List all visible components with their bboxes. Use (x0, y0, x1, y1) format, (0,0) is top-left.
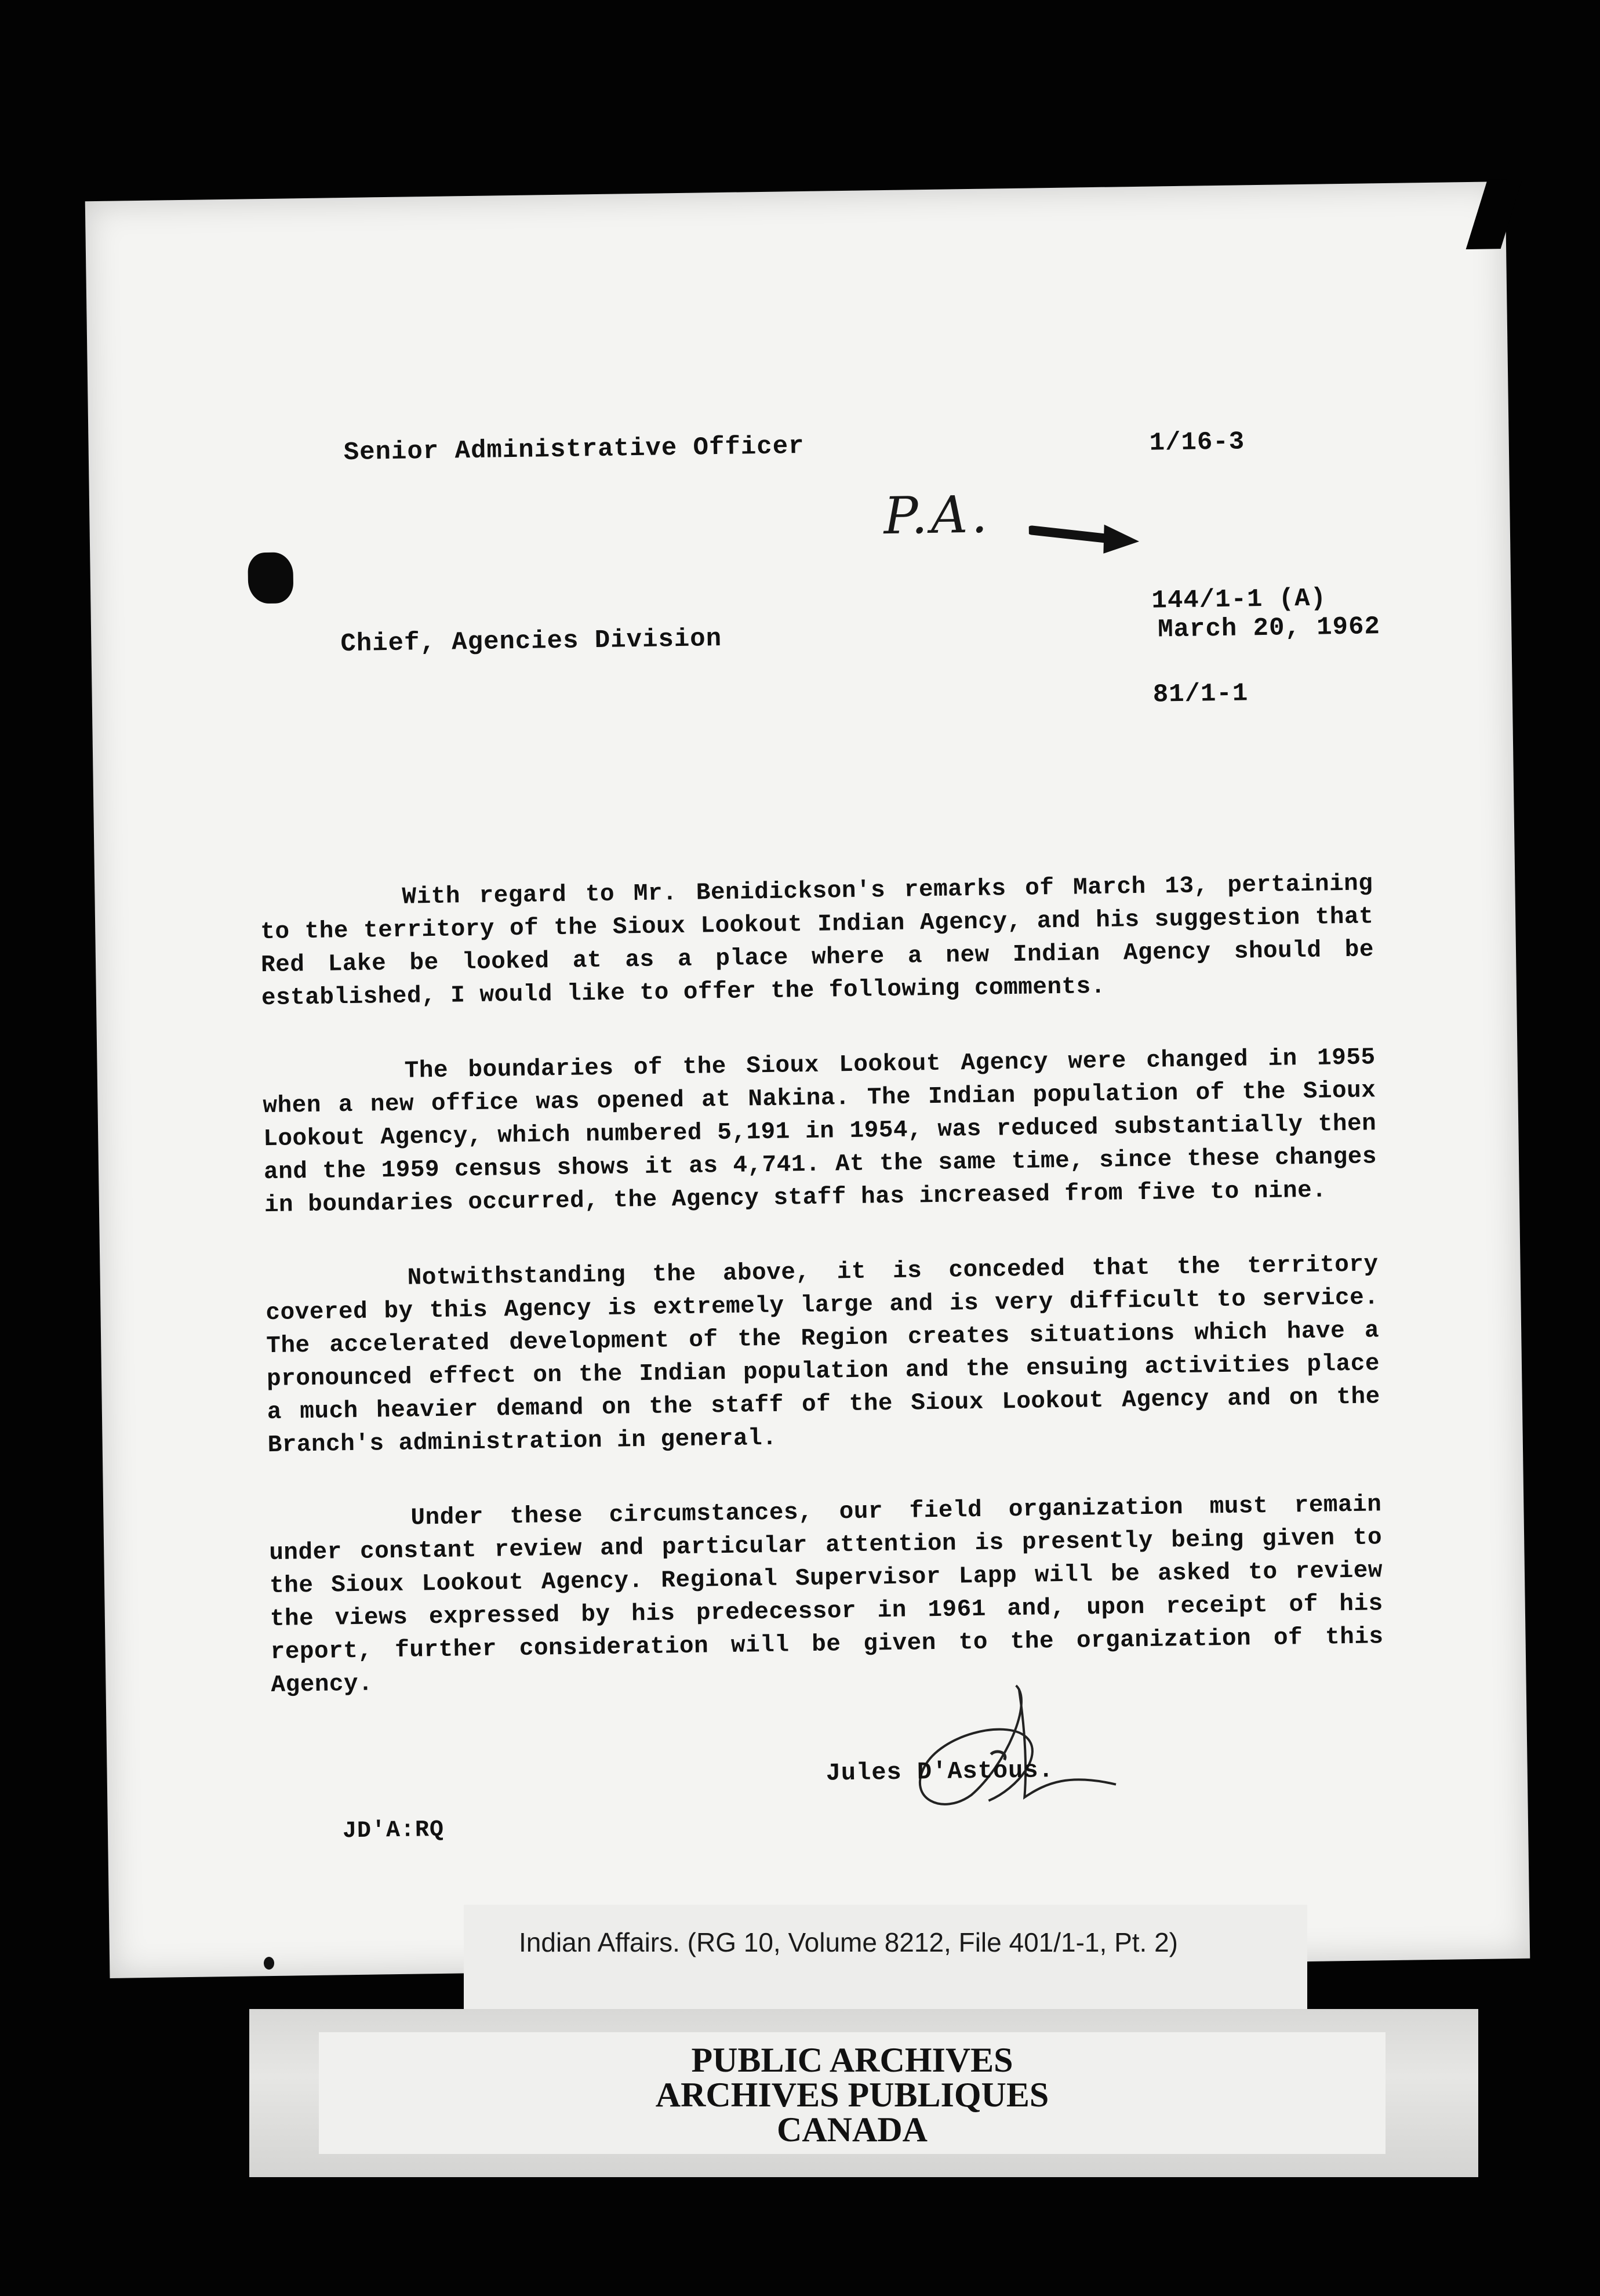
signatory-name: Jules D'Astous. (826, 1756, 1054, 1788)
stamp-line-1: PUBLIC ARCHIVES (691, 2041, 1013, 2079)
archive-stamp (319, 2032, 1386, 2154)
archive-stamp-strip (249, 2009, 1478, 2177)
cross-references (1151, 520, 1329, 773)
recipient-line: Chief, Agencies Division (340, 624, 722, 659)
archive-caption-card (464, 1905, 1307, 2009)
cross-reference-1: 144/1-1 (A) (1151, 584, 1327, 616)
cross-reference-2: 81/1-1 (1152, 679, 1249, 710)
letter-sheet (85, 181, 1530, 1978)
sender-line: Senior Administrative Officer (343, 431, 805, 468)
file-reference: 1/16-3 (1149, 427, 1245, 458)
letter-date: March 20, 1962 (1157, 612, 1381, 645)
handwritten-arrow-icon (1028, 511, 1145, 560)
handwritten-note: P.A. (883, 484, 992, 546)
archive-caption: Indian Affairs. (RG 10, Volume 8212, File 401/1-1, Pt. 2) (519, 1927, 1178, 1957)
typist-initials: JD'A:RQ (342, 1817, 445, 1845)
paragraph-1: With regard to Mr. Benidickson's remarks of March 13, pertaining to the territory of the Sioux Lookout Indian Agency, and his suggestion that Red Lake be looked at as a place where a new Indian Agency should be established, I would like to offer the following comments. (260, 870, 1374, 1012)
handwritten-signature-icon (871, 1677, 1151, 1814)
punch-hole (248, 552, 293, 604)
letter-body (260, 867, 1385, 1744)
stamp-line-2: ARCHIVES PUBLIQUES (655, 2076, 1049, 2114)
paragraph-2: The boundaries of the Sioux Lookout Agency were changed in 1955 when a new office was opened at Nakina. The Indian population of the Sioux Lookout Agency, which numbered 5,191 in 1954, was reduced substantially then and the 1959 census shows it as 4,741. At the same time, since these changes in boundaries occurred, the Agency staff has increased from five to nine. (263, 1044, 1377, 1219)
film-speck (264, 1957, 274, 1970)
stamp-line-3: CANADA (777, 2110, 928, 2149)
sheet-corner-fold (1466, 179, 1522, 249)
paragraph-4: Under these circumstances, our field organization must remain under constant review and particular attention is presently being given to the Sioux Lookout Agency. Regional Supervisor Lapp will be asked to review the views expressed by his predecessor in 1961 and, upon receipt of his report, further consideration will be given to the organization of this Agency. (268, 1491, 1384, 1699)
paragraph-3: Notwithstanding the above, it is conceded that the territory covered by this Agency is extremely large and is very difficult to service. The accelerated development of the Region creates situations which have a pronounced effect on the Indian population and the ensuing activities place a much heavier demand on the staff of the Sioux Lookout Agency and on the Branch's administration in general. (266, 1251, 1381, 1459)
